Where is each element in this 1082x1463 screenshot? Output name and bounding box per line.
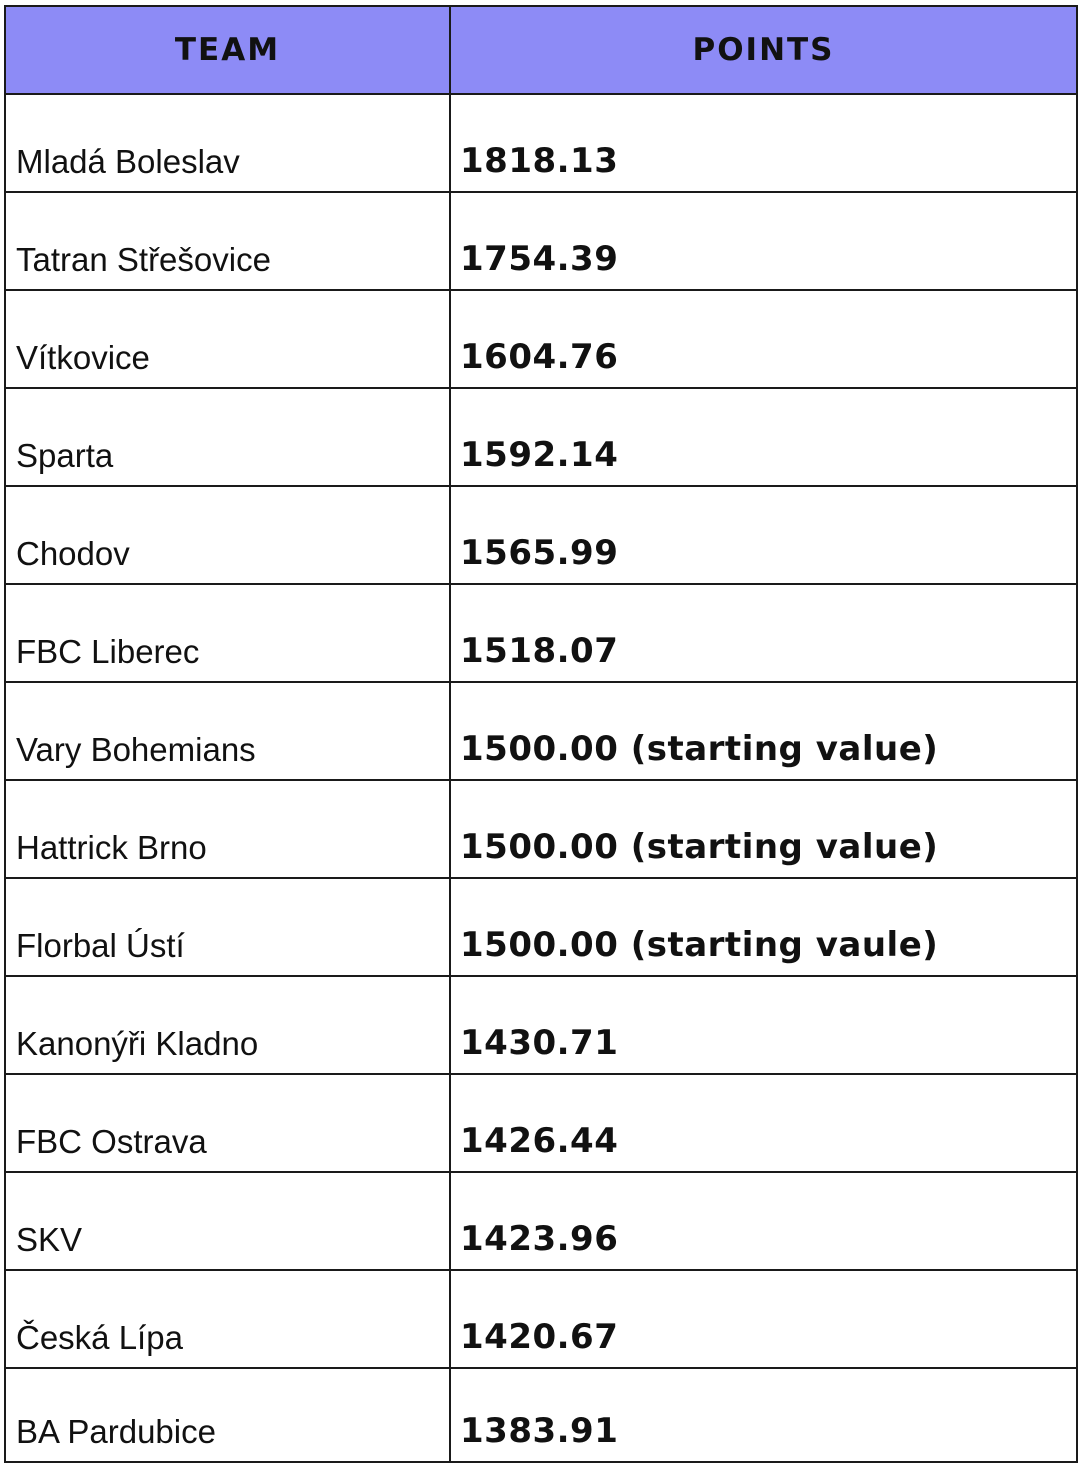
team-cell: Vítkovice <box>5 290 450 388</box>
points-cell: 1500.00 (starting value) <box>450 682 1077 780</box>
team-cell: Kanonýři Kladno <box>5 976 450 1074</box>
table-row <box>5 780 1077 878</box>
table-row <box>5 584 1077 682</box>
team-cell: Česká Lípa <box>5 1270 450 1368</box>
team-cell: Mladá Boleslav <box>5 94 450 192</box>
team-cell: FBC Ostrava <box>5 1074 450 1172</box>
team-cell: Sparta <box>5 388 450 486</box>
table-row <box>5 976 1077 1074</box>
points-cell: 1500.00 (starting value) <box>450 780 1077 878</box>
team-column-header: TEAM <box>5 6 450 94</box>
table-row <box>5 94 1077 192</box>
points-cell: 1818.13 <box>450 94 1077 192</box>
team-cell: Hattrick Brno <box>5 780 450 878</box>
table-row <box>5 682 1077 780</box>
points-cell: 1565.99 <box>450 486 1077 584</box>
team-cell: SKV <box>5 1172 450 1270</box>
standings-table <box>4 5 1078 1463</box>
table-row <box>5 878 1077 976</box>
points-cell: 1592.14 <box>450 388 1077 486</box>
team-cell: BA Pardubice <box>5 1368 450 1462</box>
table-row <box>5 1270 1077 1368</box>
table-row <box>5 1368 1077 1462</box>
points-cell: 1426.44 <box>450 1074 1077 1172</box>
team-cell: Chodov <box>5 486 450 584</box>
points-cell: 1383.91 <box>450 1368 1077 1462</box>
points-cell: 1420.67 <box>450 1270 1077 1368</box>
table-row <box>5 192 1077 290</box>
team-cell: Vary Bohemians <box>5 682 450 780</box>
points-cell: 1500.00 (starting vaule) <box>450 878 1077 976</box>
team-cell: Tatran Střešovice <box>5 192 450 290</box>
points-column-header: POINTS <box>450 6 1077 94</box>
table-row <box>5 486 1077 584</box>
header-row <box>5 6 1077 94</box>
team-cell: Florbal Ústí <box>5 878 450 976</box>
table-row <box>5 290 1077 388</box>
table-row <box>5 1172 1077 1270</box>
table-row <box>5 388 1077 486</box>
points-cell: 1423.96 <box>450 1172 1077 1270</box>
points-cell: 1518.07 <box>450 584 1077 682</box>
points-cell: 1754.39 <box>450 192 1077 290</box>
team-cell: FBC Liberec <box>5 584 450 682</box>
table-row <box>5 1074 1077 1172</box>
points-cell: 1604.76 <box>450 290 1077 388</box>
points-cell: 1430.71 <box>450 976 1077 1074</box>
